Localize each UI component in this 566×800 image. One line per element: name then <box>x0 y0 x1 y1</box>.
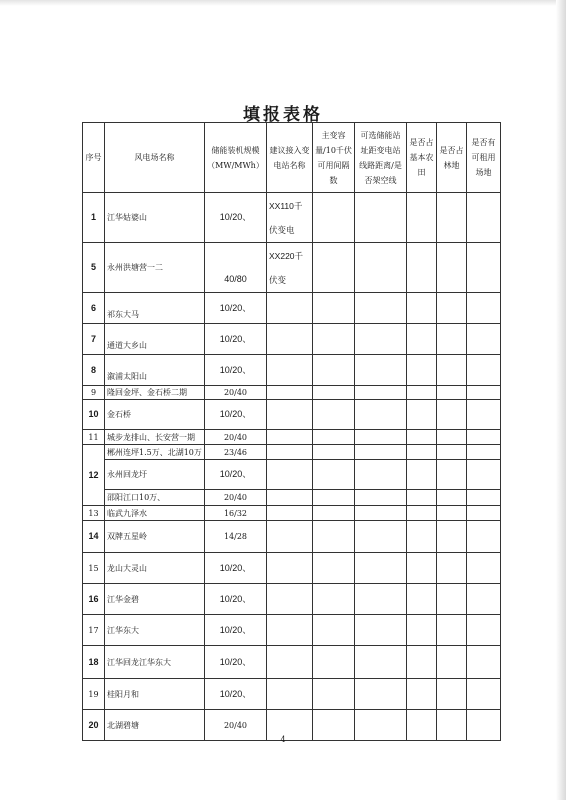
cell-farmland <box>407 553 437 584</box>
table-row <box>83 400 501 430</box>
row-scale: 10/20、 <box>205 400 267 430</box>
cell-distance <box>355 400 407 430</box>
cell-distance <box>355 584 407 615</box>
row-scale: 40/80 <box>205 243 267 293</box>
row-scale: 16/32 <box>205 506 267 521</box>
row-scale: 10/20、 <box>205 584 267 615</box>
cell-land <box>467 460 501 490</box>
cell-substation <box>267 430 313 445</box>
cell-capacity <box>313 293 355 324</box>
row-no: 19 <box>83 679 105 710</box>
cell-forest <box>437 430 467 445</box>
cell-capacity <box>313 679 355 710</box>
row-no: 13 <box>83 506 105 521</box>
row-no: 18 <box>83 646 105 679</box>
cell-land <box>467 584 501 615</box>
cell-forest <box>437 193 467 243</box>
cell-capacity <box>313 506 355 521</box>
cell-farmland <box>407 584 437 615</box>
row-name: 郴州连坪1.5万、北湖10万 <box>105 445 205 460</box>
row-name: 临武九泽水 <box>105 506 205 521</box>
cell-distance <box>355 460 407 490</box>
cell-land <box>467 386 501 400</box>
table-row <box>83 553 501 584</box>
table-row <box>83 430 501 445</box>
row-no: 7 <box>83 324 105 355</box>
row-no: 20 <box>83 710 105 741</box>
cell-capacity <box>313 430 355 445</box>
header-forest: 是否占林地 <box>437 123 467 193</box>
cell-forest <box>437 584 467 615</box>
row-scale: 10/20、 <box>205 679 267 710</box>
cell-forest <box>437 355 467 386</box>
cell-farmland <box>407 460 437 490</box>
table-row <box>83 584 501 615</box>
cell-capacity <box>313 400 355 430</box>
table-row <box>83 490 501 506</box>
row-scale: 10/20、 <box>205 324 267 355</box>
cell-substation <box>267 521 313 553</box>
cell-farmland <box>407 506 437 521</box>
header-name: 风电场名称 <box>105 123 205 193</box>
cell-land <box>467 243 501 293</box>
row-no: 1 <box>83 193 105 243</box>
cell-land <box>467 400 501 430</box>
table-row <box>83 460 501 490</box>
cell-forest <box>437 243 467 293</box>
cell-capacity <box>313 490 355 506</box>
row-name: 隆回金坪、金石桥二期 <box>105 386 205 400</box>
header-no: 序号 <box>83 123 105 193</box>
cell-forest <box>437 324 467 355</box>
cell-forest <box>437 679 467 710</box>
row-scale: 20/40 <box>205 490 267 506</box>
cell-distance <box>355 355 407 386</box>
cell-substation <box>267 324 313 355</box>
cell-capacity <box>313 445 355 460</box>
cell-land <box>467 490 501 506</box>
cell-capacity <box>313 584 355 615</box>
table-row <box>83 355 501 386</box>
row-name: 金石桥 <box>105 400 205 430</box>
table-row <box>83 324 501 355</box>
cell-capacity <box>313 386 355 400</box>
row-name: 永州洪塘营一二 <box>105 243 205 293</box>
cell-distance <box>355 243 407 293</box>
cell-farmland <box>407 615 437 646</box>
row-name: 城步龙排山、长安营一期 <box>105 430 205 445</box>
cell-substation <box>267 584 313 615</box>
cell-substation <box>267 400 313 430</box>
row-no: 10 <box>83 400 105 430</box>
cell-farmland <box>407 193 437 243</box>
row-name: 江华回龙江华东大 <box>105 646 205 679</box>
cell-land <box>467 445 501 460</box>
header-row <box>83 123 501 193</box>
cell-farmland <box>407 400 437 430</box>
row-scale: 20/40 <box>205 386 267 400</box>
cell-land <box>467 355 501 386</box>
report-table <box>82 122 501 741</box>
header-substation: 建议接入变电站名称 <box>267 123 313 193</box>
header-scale: 储能装机规模（MW/MWh） <box>205 123 267 193</box>
row-no: 8 <box>83 355 105 386</box>
cell-substation <box>267 679 313 710</box>
cell-forest <box>437 521 467 553</box>
cell-forest <box>437 445 467 460</box>
row-no: 6 <box>83 293 105 324</box>
cell-capacity <box>313 521 355 553</box>
cell-farmland <box>407 324 437 355</box>
row-scale: 10/20、 <box>205 355 267 386</box>
cell-capacity <box>313 553 355 584</box>
row-scale: 10/20、 <box>205 193 267 243</box>
cell-substation <box>267 615 313 646</box>
cell-forest <box>437 293 467 324</box>
cell-distance <box>355 679 407 710</box>
row-name: 溆浦太阳山 <box>105 355 205 386</box>
cell-farmland <box>407 445 437 460</box>
row-scale: 20/40 <box>205 710 267 741</box>
page-number: 4 <box>280 735 286 744</box>
cell-capacity <box>313 460 355 490</box>
cell-farmland <box>407 243 437 293</box>
row-no: 5 <box>83 243 105 293</box>
cell-capacity <box>313 615 355 646</box>
row-name: 祁东大马 <box>105 293 205 324</box>
cell-distance <box>355 521 407 553</box>
cell-land <box>467 679 501 710</box>
cell-land <box>467 646 501 679</box>
row-substation: XX110千伏变电 <box>267 193 313 243</box>
cell-substation <box>267 490 313 506</box>
cell-distance <box>355 430 407 445</box>
table-row <box>83 615 501 646</box>
cell-capacity <box>313 193 355 243</box>
cell-substation <box>267 646 313 679</box>
cell-substation <box>267 445 313 460</box>
row-substation: XX220千伏变 <box>267 243 313 293</box>
cell-distance <box>355 553 407 584</box>
cell-land <box>467 430 501 445</box>
cell-capacity <box>313 646 355 679</box>
cell-forest <box>437 506 467 521</box>
cell-distance <box>355 615 407 646</box>
cell-farmland <box>407 646 437 679</box>
row-scale: 10/20、 <box>205 646 267 679</box>
cell-distance <box>355 386 407 400</box>
cell-land <box>467 615 501 646</box>
row-scale: 23/46 <box>205 445 267 460</box>
table-row <box>83 521 501 553</box>
row-scale: 14/28 <box>205 521 267 553</box>
cell-substation <box>267 386 313 400</box>
cell-forest <box>437 646 467 679</box>
cell-substation <box>267 460 313 490</box>
scan-shadow-top <box>0 0 566 6</box>
row-no: 17 <box>83 615 105 646</box>
cell-land <box>467 193 501 243</box>
cell-land <box>467 521 501 553</box>
row-scale: 10/20、 <box>205 553 267 584</box>
table-row <box>83 679 501 710</box>
cell-farmland <box>407 430 437 445</box>
cell-forest <box>437 460 467 490</box>
table-row <box>83 646 501 679</box>
cell-distance <box>355 506 407 521</box>
row-name: 江华东大 <box>105 615 205 646</box>
cell-farmland <box>407 293 437 324</box>
cell-substation <box>267 506 313 521</box>
cell-distance <box>355 293 407 324</box>
cell-substation <box>267 553 313 584</box>
cell-distance <box>355 490 407 506</box>
row-scale: 10/20、 <box>205 615 267 646</box>
row-name: 北湖碧塘 <box>105 710 205 741</box>
cell-forest <box>437 386 467 400</box>
cell-forest <box>437 553 467 584</box>
row-no: 14 <box>83 521 105 553</box>
row-no: 9 <box>83 386 105 400</box>
cell-substation <box>267 355 313 386</box>
cell-land <box>467 293 501 324</box>
cell-distance <box>355 193 407 243</box>
row-name: 永州回龙圩 <box>105 460 205 490</box>
row-name: 龙山大灵山 <box>105 553 205 584</box>
table-row <box>83 506 501 521</box>
row-scale: 10/20、 <box>205 293 267 324</box>
header-land: 是否有可租用场地 <box>467 123 501 193</box>
header-distance: 可选储能站址距变电站线路距离/是否架空线 <box>355 123 407 193</box>
cell-farmland <box>407 679 437 710</box>
cell-capacity <box>313 355 355 386</box>
cell-farmland <box>407 490 437 506</box>
cell-forest <box>437 490 467 506</box>
cell-land <box>467 324 501 355</box>
row-no: 15 <box>83 553 105 584</box>
row-no: 11 <box>83 430 105 445</box>
table-row <box>83 386 501 400</box>
cell-distance <box>355 445 407 460</box>
table-row <box>83 243 501 293</box>
cell-substation <box>267 293 313 324</box>
row-no: 16 <box>83 584 105 615</box>
row-name: 双牌五星岭 <box>105 521 205 553</box>
table-row <box>83 293 501 324</box>
row-scale: 20/40 <box>205 430 267 445</box>
row-name: 邵阳江口10万、 <box>105 490 205 506</box>
row-name: 通道大乡山 <box>105 324 205 355</box>
cell-farmland <box>407 386 437 400</box>
cell-distance <box>355 324 407 355</box>
row-name: 桂阳月和 <box>105 679 205 710</box>
cell-farmland <box>407 355 437 386</box>
cell-distance <box>355 646 407 679</box>
cell-forest <box>437 615 467 646</box>
row-name: 江华姑婆山 <box>105 193 205 243</box>
header-farmland: 是否占基本农田 <box>407 123 437 193</box>
cell-capacity <box>313 324 355 355</box>
cell-farmland <box>407 521 437 553</box>
cell-land <box>467 553 501 584</box>
row-no: 12 <box>83 445 105 506</box>
cell-land <box>467 506 501 521</box>
page-title: 填报表格 <box>243 105 323 125</box>
table-row <box>83 445 501 460</box>
cell-forest <box>437 400 467 430</box>
cell-capacity <box>313 243 355 293</box>
table-row <box>83 193 501 243</box>
header-capacity: 主变容量/10千伏可用间隔数 <box>313 123 355 193</box>
row-scale: 10/20、 <box>205 460 267 490</box>
row-name: 江华金碧 <box>105 584 205 615</box>
